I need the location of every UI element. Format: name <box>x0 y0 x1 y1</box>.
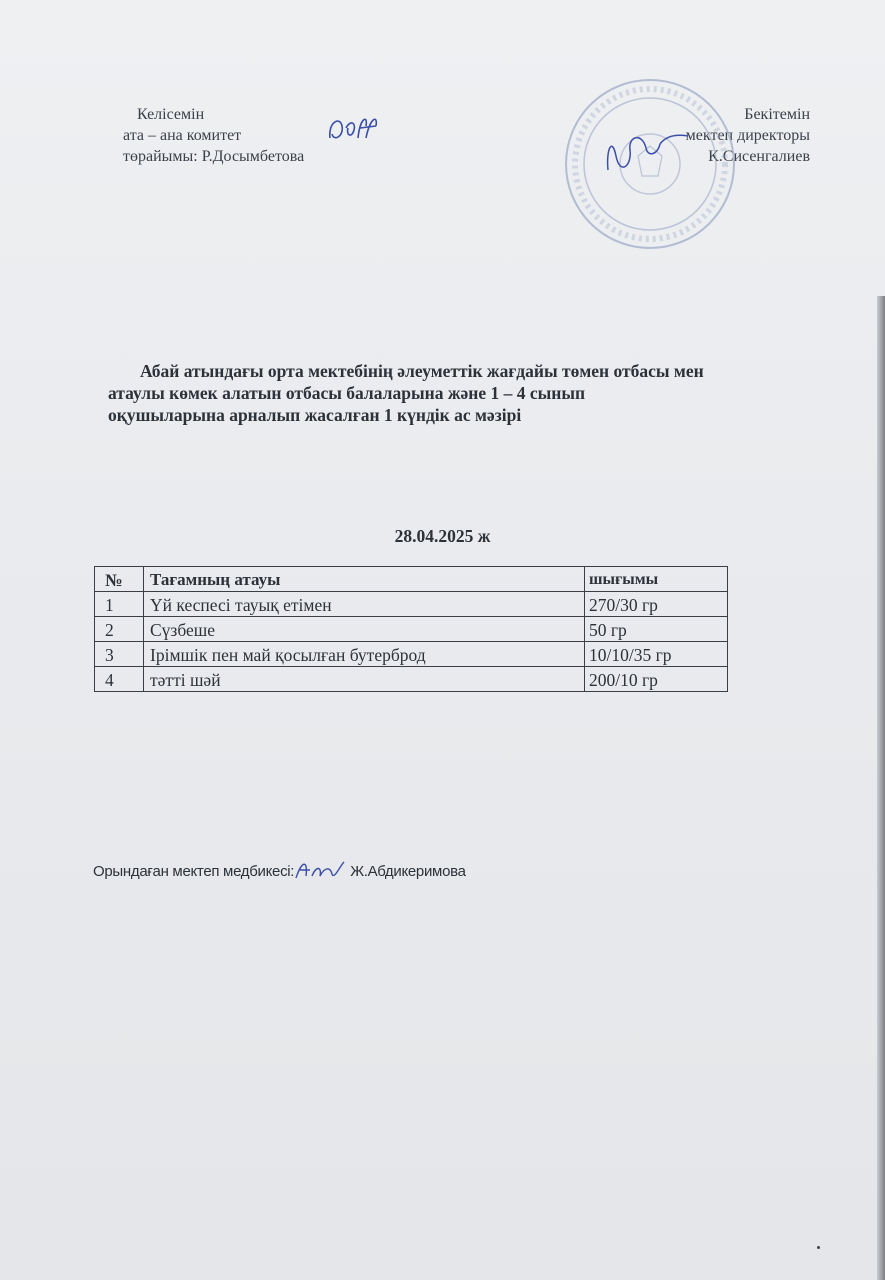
row-yield: 200/10 гр <box>585 667 728 692</box>
approval-block-left <box>123 104 304 167</box>
executor-line <box>93 858 466 882</box>
parent-committee-signature <box>320 108 382 152</box>
row-dish-name: Үй кеспесі тауық етімен <box>144 592 585 617</box>
menu-table <box>94 566 728 692</box>
document-title <box>108 360 828 426</box>
header-number: № <box>95 567 144 592</box>
row-yield: 50 гр <box>585 617 728 642</box>
row-number: 2 <box>95 617 144 642</box>
approval-right-line3: К.Сисенгалиев <box>708 148 810 165</box>
row-number: 4 <box>95 667 144 692</box>
nurse-signature <box>294 858 350 882</box>
row-yield: 270/30 гр <box>585 592 728 617</box>
table-row <box>95 617 728 642</box>
row-dish-name: Сүзбеше <box>144 617 585 642</box>
row-number: 3 <box>95 642 144 667</box>
row-dish-name: Ірімшік пен май қосылған бутерброд <box>144 642 585 667</box>
row-dish-name: тәтті шәй <box>144 667 585 692</box>
approval-right-line1: Бекітемін <box>744 106 810 123</box>
executor-label: Орындаған мектеп медбикесі: <box>93 863 295 880</box>
document-date: 28.04.2025 ж <box>394 526 491 546</box>
row-number: 1 <box>95 592 144 617</box>
approval-left-line1: Келісемін <box>137 106 205 123</box>
approval-right-line2: мектеп директоры <box>685 127 810 144</box>
director-signature <box>602 126 694 184</box>
table-row <box>95 667 728 692</box>
header-dish-name: Тағамның атауы <box>144 567 585 592</box>
row-yield: 10/10/35 гр <box>585 642 728 667</box>
paper-speck <box>817 1246 820 1249</box>
page-edge-shadow <box>877 296 885 1280</box>
header-yield: шығымы <box>585 567 728 592</box>
executor-name: Ж.Абдикеримова <box>350 863 466 880</box>
approval-left-line3: төрайымы: Р.Досымбетова <box>123 148 305 165</box>
title-line1: Абай атындағы орта мектебінің әлеуметтік жағдайы төмен отбасы мен <box>140 361 704 381</box>
table-row <box>95 642 728 667</box>
title-line3: оқушыларына арналып жасалған 1 күндік ас мәзірі <box>108 405 522 425</box>
approval-left-line2: ата – ана комитет <box>123 127 242 144</box>
table-row <box>95 592 728 617</box>
title-line2: атаулы көмек алатын отбасы балаларына және 1 – 4 сынып <box>108 383 586 403</box>
menu-table-header <box>95 567 728 592</box>
